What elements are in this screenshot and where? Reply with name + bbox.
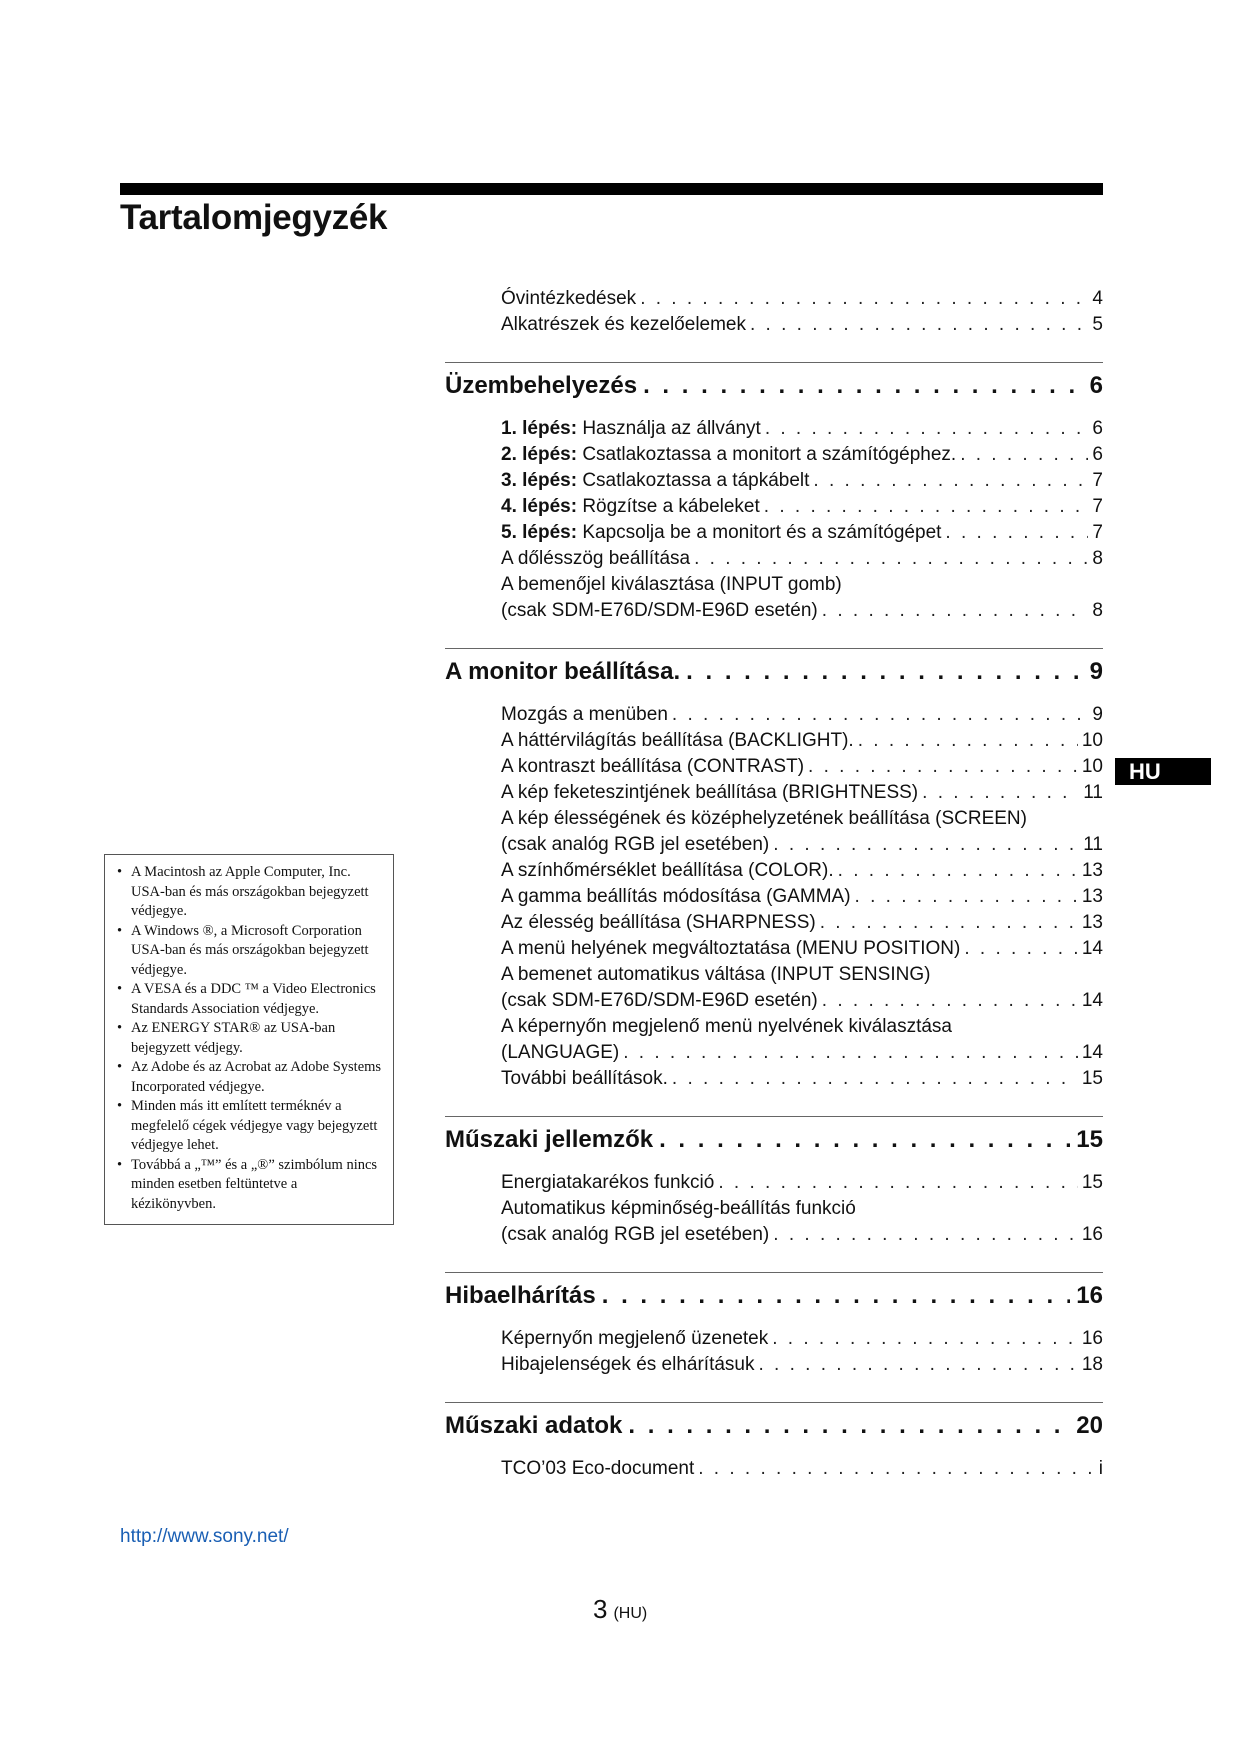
toc-section-title: Műszaki adatok [445,1412,623,1439]
toc-dot-leader [672,702,1089,728]
toc-dot-leader [808,754,1078,780]
toc-entry[interactable] [501,312,1103,338]
toc-entry-page: 13 [1081,912,1103,933]
toc-entry-page: 10 [1081,730,1103,751]
toc-entry-text: Csatlakoztassa a tápkábelt [577,470,810,491]
toc-entry[interactable] [501,988,1103,1014]
toc-entry-title [501,806,1027,832]
toc-entry-step: 2. lépés: [501,444,578,465]
toc-entry-text: (LANGUAGE) [501,1042,620,1063]
toc-entry-text: Képernyőn megjelenő üzenetek [501,1328,769,1349]
toc-entry-title [501,858,834,884]
toc-entry-text: A bemenőjel kiválasztása (INPUT gomb) [501,574,842,595]
toc-entry-page: 16 [1081,1328,1103,1349]
toc-entry-text: Csatlakoztassa a monitort a számítógéphez. [577,444,957,465]
toc-entry-page: 9 [1092,704,1103,725]
toc-entry-page: 15 [1081,1172,1103,1193]
toc-entry-page: 7 [1092,522,1103,543]
toc-dot-leader [640,286,1088,312]
toc-entry-title [501,988,818,1014]
toc-entry-title [501,936,960,962]
toc-entry[interactable] [501,832,1103,858]
toc-sections [445,362,1103,1482]
toc-entry[interactable] [501,572,1103,598]
trademark-item: • Minden más itt említett terméknév a megfelelő cégek védjegye vagy bejegyzett védjegye lehet. [115,1097,385,1156]
toc-entry-text: (csak SDM-E76D/SDM-E96D esetén) [501,990,818,1011]
toc-entry-page: 5 [1092,314,1103,335]
toc-entry-title [501,728,854,754]
toc-entry[interactable] [501,754,1103,780]
toc-entry[interactable] [501,416,1103,442]
toc-entry[interactable] [501,884,1103,910]
toc-dot-leader [773,832,1079,858]
toc-dot-leader [628,1408,1070,1444]
trademark-item: • Az ENERGY STAR® az USA-ban bejegyzett védjegy. [115,1019,385,1058]
toc-dot-leader [659,1122,1070,1158]
toc-entry[interactable] [501,806,1103,832]
toc-dot-leader [822,598,1089,624]
toc-entry-title [501,416,761,442]
toc-entry-page: 8 [1092,600,1103,621]
toc-dot-leader [765,416,1089,442]
toc-entry-text: További beállítások. [501,1068,668,1089]
language-tab: HU [1115,758,1211,785]
toc-entry-step: 1. lépés: [501,418,578,439]
toc-entry[interactable] [501,936,1103,962]
toc-section-title: Üzembehelyezés [445,372,638,399]
trademark-item: • A Windows ®, a Microsoft Corporation USA-ban és más országokban bejegyzett védjegye. [115,922,385,981]
toc-entry-title [501,1196,856,1222]
trademark-item: • Továbbá a „™” és a „®” szimbólum nincs minden esetben feltüntetve a kézikönyvben. [115,1156,385,1215]
toc-entry-text: (csak SDM-E76D/SDM-E96D esetén) [501,600,818,621]
toc-entry-step: 3. lépés: [501,470,578,491]
toc-entry-text: (csak analóg RGB jel esetében) [501,1224,770,1245]
toc-entry[interactable] [501,1352,1103,1378]
toc-section-heading[interactable] [445,1278,1103,1314]
toc-entry-text: TCO’03 Eco-document [501,1458,695,1479]
toc-entry[interactable] [501,728,1103,754]
toc-section-entries [445,1326,1103,1378]
toc-entry-title [501,572,842,598]
toc-entry-title [501,884,851,910]
toc-section [445,362,1103,624]
toc-dot-leader [945,520,1088,546]
page-number [593,1594,647,1625]
toc-entry[interactable] [501,702,1103,728]
toc-entry-text: A menü helyének megváltoztatása (MENU POSITION) [501,938,961,959]
toc-dot-leader [773,1222,1078,1248]
toc-dot-leader [960,442,1088,468]
toc-entry-text: Hibajelenségek és elhárításuk [501,1354,755,1375]
toc-dot-leader [772,1326,1078,1352]
toc-entry-title [501,754,804,780]
sony-url-link[interactable]: http://www.sony.net/ [120,1526,289,1547]
toc-entry-text: Automatikus képminőség-beállítás funkció [501,1198,856,1219]
toc-dot-leader [820,910,1078,936]
toc-entry-page: 11 [1083,782,1103,803]
toc-entry-title [501,546,690,572]
toc-section-entries [445,1456,1103,1482]
toc-entry-text: A bemenet automatikus váltása (INPUT SENSING) [501,964,931,985]
trademark-list [115,863,385,1214]
toc-entry[interactable] [501,1014,1103,1040]
toc-section [445,1116,1103,1248]
toc-entry[interactable] [501,598,1103,624]
toc-section-page: 16 [1076,1282,1103,1309]
toc-entry-page: 16 [1081,1224,1103,1245]
toc-entry[interactable] [501,910,1103,936]
toc-entry-text: A kép élességének és középhelyzetének beállítása (SCREEN) [501,808,1027,829]
toc-dot-leader [750,312,1088,338]
toc-section-page: 6 [1089,372,1103,399]
toc-dot-leader [718,1170,1078,1196]
toc-entry-text: Rögzítse a kábeleket [577,496,760,517]
trademark-item: • A Macintosh az Apple Computer, Inc. USA-ban és más országokban bejegyzett védjegye. [115,863,385,922]
top-rule [120,183,1103,195]
toc-entry-text: Óvintézkedések [501,288,637,309]
toc-entry-page: 7 [1092,496,1103,517]
toc-dot-leader [759,1352,1078,1378]
toc-entry-text: A színhőmérséklet beállítása (COLOR). [501,860,834,881]
toc-entry[interactable] [501,1222,1103,1248]
toc-entry[interactable] [501,1196,1103,1222]
toc-dot-leader [764,494,1089,520]
toc-dot-leader [858,728,1078,754]
toc-entry-page: 6 [1092,444,1103,465]
toc-entry-title [501,286,636,312]
toc-entry[interactable] [501,1326,1103,1352]
toc-entry-text: A képernyőn megjelenő menü nyelvének kiválasztása [501,1016,952,1037]
toc-entry-text: Mozgás a menüben [501,704,668,725]
toc-entry-page: 18 [1081,1354,1103,1375]
toc-section-heading[interactable] [445,654,1103,690]
toc-dot-leader [855,884,1078,910]
toc-entry-text: A kép feketeszintjének beállítása (BRIGHTNESS) [501,782,919,803]
toc-dot-leader [964,936,1078,962]
toc-entry-title [501,780,918,806]
toc-section-page: 20 [1076,1412,1103,1439]
toc-dot-leader [698,1456,1095,1482]
toc-entry-page: 8 [1092,548,1103,569]
toc-section-entries [445,702,1103,1092]
toc-entry-title [501,520,941,546]
toc-entry-page: i [1098,1458,1103,1479]
toc-dot-leader [686,654,1083,690]
toc-entry[interactable] [501,858,1103,884]
toc-entry[interactable] [501,1170,1103,1196]
toc-section [445,1272,1103,1378]
toc-entry-text: Kapcsolja be a monitort és a számítógépet [577,522,942,543]
intro-entries [445,286,1103,338]
toc-dot-leader [602,1278,1071,1314]
trademark-item: • Az Adobe és az Acrobat az Adobe Systems Incorporated védjegye. [115,1058,385,1097]
toc-entry-title [501,1352,755,1378]
toc-entry[interactable] [501,494,1103,520]
toc-entry-page: 7 [1092,470,1103,491]
table-of-contents [445,286,1103,1482]
toc-entry-page: 10 [1081,756,1103,777]
toc-section-page: 15 [1076,1126,1103,1153]
toc-entry-page: 14 [1081,938,1103,959]
toc-entry-title [501,494,760,520]
toc-entry[interactable] [501,468,1103,494]
page-title: Tartalomjegyzék [120,198,388,237]
toc-entry-text: A kontraszt beállítása (CONTRAST) [501,756,805,777]
toc-entry[interactable] [501,1066,1103,1092]
toc-entry-page: 13 [1081,886,1103,907]
toc-entry-text: Alkatrészek és kezelőelemek [501,314,746,335]
page-number-value: 3 [593,1594,608,1624]
toc-entry-title [501,910,816,936]
toc-entry-text: A háttérvilágítás beállítása (BACKLIGHT). [501,730,854,751]
toc-entry-text: Használja az állványt [577,418,761,439]
toc-entry[interactable] [501,1040,1103,1066]
toc-entry-page: 14 [1081,990,1103,1011]
toc-section [445,648,1103,1092]
toc-entry-page: 4 [1092,288,1103,309]
trademark-box [104,854,394,1225]
toc-dot-leader [922,780,1079,806]
toc-entry-title [501,1222,769,1248]
toc-entry-title [501,702,668,728]
toc-entry-title [501,962,930,988]
toc-entry-page: 13 [1081,860,1103,881]
toc-entry-text: Energiatakarékos funkció [501,1172,715,1193]
toc-entry[interactable] [501,442,1103,468]
toc-entry-title [501,1326,768,1352]
toc-entry-title [501,1040,619,1066]
toc-entry-title [501,832,769,858]
toc-entry-title [501,1066,668,1092]
toc-entry-text: Az élesség beállítása (SHARPNESS) [501,912,816,933]
toc-entry[interactable] [501,962,1103,988]
toc-dot-leader [672,1066,1078,1092]
toc-entry-title [501,312,746,338]
toc-entry-text: (csak analóg RGB jel esetében) [501,834,770,855]
toc-entry-title [501,598,818,624]
toc-entry-step: 4. lépés: [501,496,578,517]
toc-section-page: 9 [1089,658,1103,685]
toc-section-heading[interactable] [445,1408,1103,1444]
toc-dot-leader [694,546,1088,572]
toc-dot-leader [838,858,1078,884]
toc-entry-title [501,442,956,468]
toc-entry-text: A gamma beállítás módosítása (GAMMA) [501,886,851,907]
toc-entry-title [501,468,809,494]
toc-dot-leader [643,368,1084,404]
toc-section-title: Műszaki jellemzők [445,1126,654,1153]
toc-entry-title [501,1014,952,1040]
toc-entry-title [501,1170,714,1196]
toc-entry-step: 5. lépés: [501,522,578,543]
page-number-suffix: (HU) [613,1605,648,1622]
toc-section-entries [445,416,1103,624]
toc-entry-page: 14 [1081,1042,1103,1063]
trademark-item: • A VESA és a DDC ™ a Video Electronics Standards Association védjegye. [115,980,385,1019]
toc-entry-title [501,1456,694,1482]
toc-dot-leader [623,1040,1078,1066]
toc-section-entries [445,1170,1103,1248]
toc-entry[interactable] [501,780,1103,806]
toc-section-title: A monitor beállítása. [445,658,681,685]
toc-entry-page: 6 [1092,418,1103,439]
toc-entry-page: 15 [1081,1068,1103,1089]
toc-dot-leader [813,468,1088,494]
toc-section [445,1402,1103,1482]
toc-entry[interactable] [501,286,1103,312]
toc-entry-page: 11 [1083,834,1103,855]
toc-entry-text: A dőlésszög beállítása [501,548,691,569]
toc-entry[interactable] [501,520,1103,546]
toc-section-title: Hibaelhárítás [445,1282,596,1309]
toc-entry[interactable] [501,546,1103,572]
toc-dot-leader [822,988,1078,1014]
toc-section-heading[interactable] [445,368,1103,404]
toc-section-heading[interactable] [445,1122,1103,1158]
toc-entry[interactable] [501,1456,1103,1482]
